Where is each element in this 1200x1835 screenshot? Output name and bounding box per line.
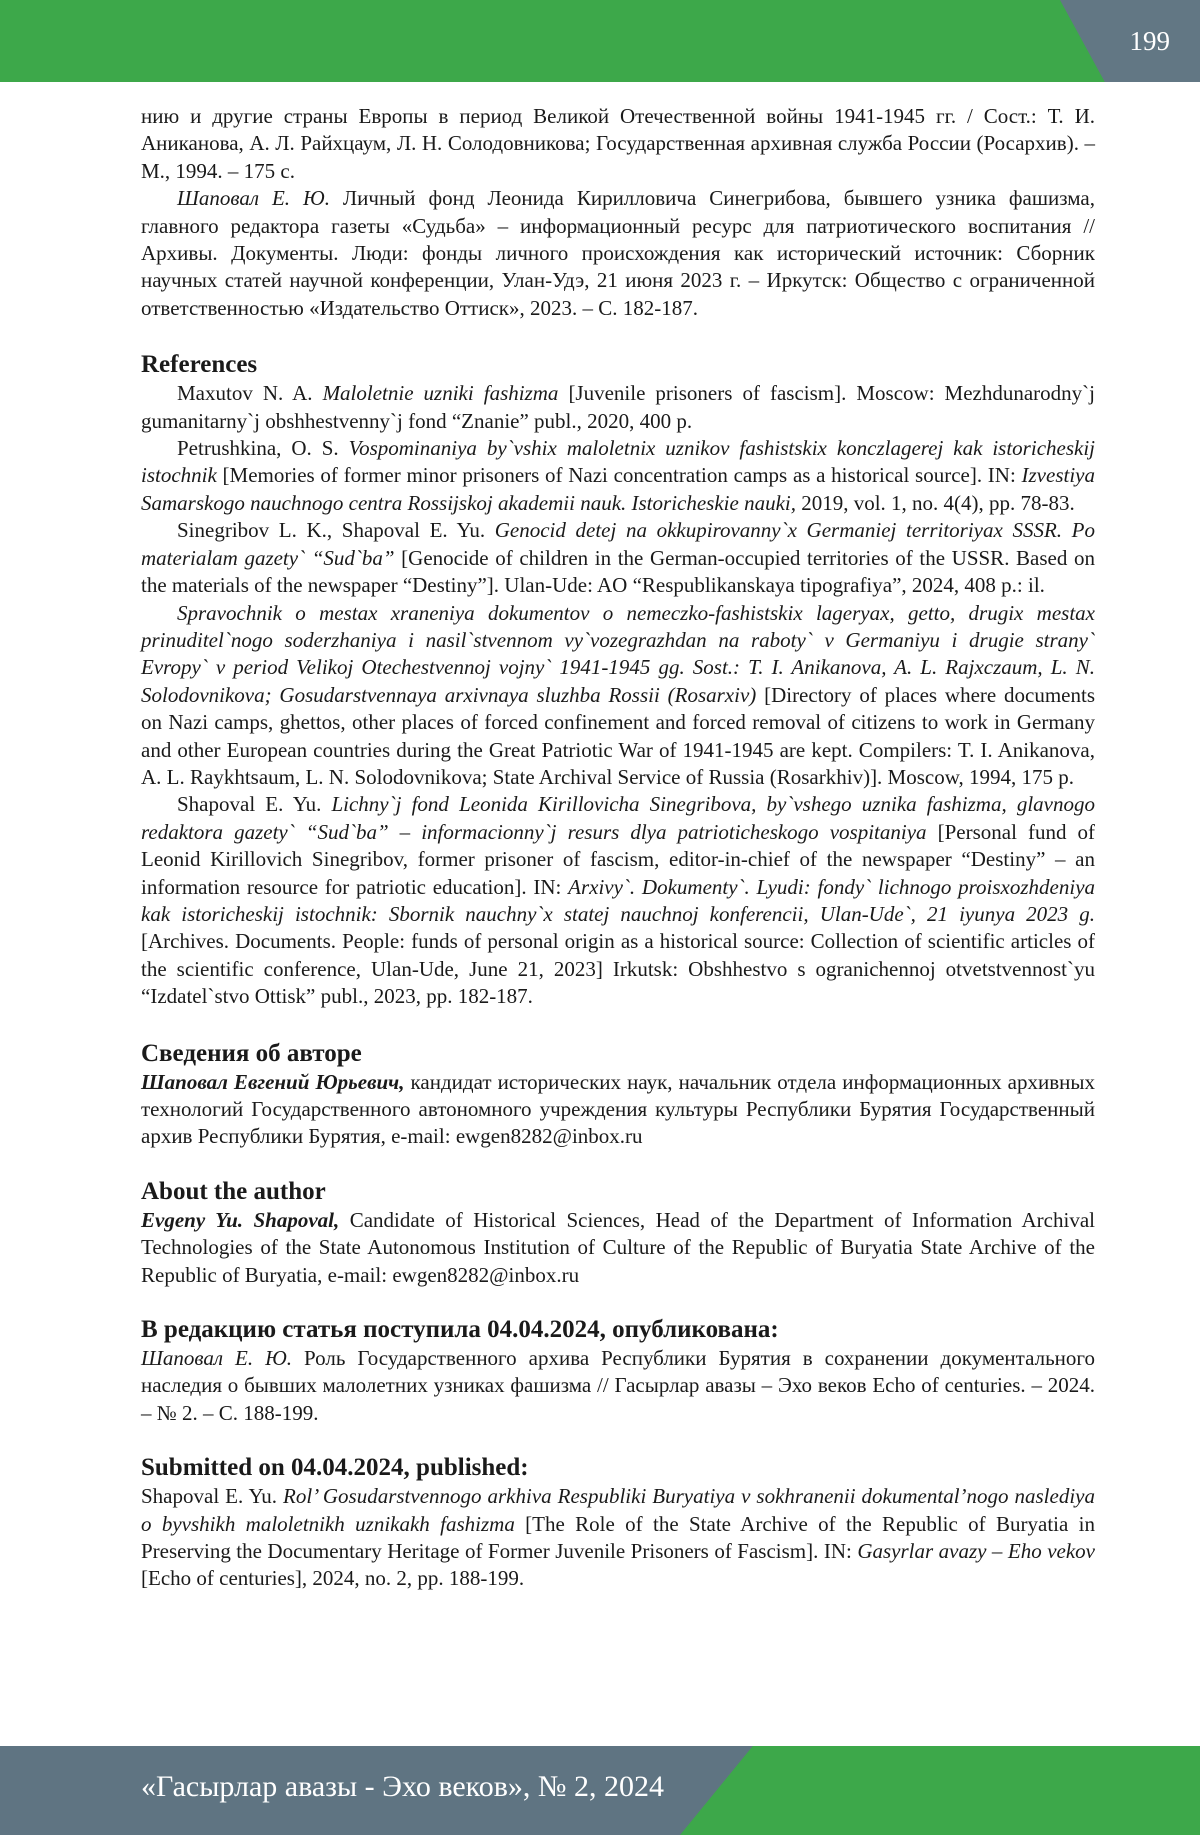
text-run: Arxivy`. Dokumenty`. Lyudi: fondy` lichnogo proisxozhdeniya kak istoricheskij istochnik: Sbornik nauchny`x statej nauchnoj konferencii, Ulan-Ude`, 21 iyunya 2023 g.	[141, 874, 1096, 926]
text-run: Шаповал Е. Ю.	[177, 186, 330, 211]
submitted-ru-heading: В редакцию статья поступила 04.04.2024, опубликована:	[141, 1316, 779, 1344]
text-run: [Directory of places where documents on Nazi camps, ghettos, other places of forced confinement and forced removal of citizens to work in Germany and other European countries during the Great Patriotic War of 1941-1945 are kept. Compilers: T. I. Anikanova, A. L. Raykhtsaum, L. N. Solodovnikova; State Archival Service of Russia (Rosarkhiv)]. Moscow, 1994, 175 p.	[141, 682, 1095, 789]
submitted-en-heading: Submitted on 04.04.2024, published:	[141, 1454, 529, 1482]
text-run: Candidate of Historical Sciences, Head of the Department of Information Archival Technologies of the State Autonomous Institution of Culture of the Republic of Buryatia State Archive of the Republic of Buryatia, e-mail: ewgen8282@inbox.ru	[141, 1207, 1095, 1287]
text-run: Rol’ Gosudarstvennogo arkhiva Respubliki Buryatiya v sokhranenii dokumental’nogo naslediya o byvshikh maloletnikh uznikakh fashizma	[141, 1484, 1095, 1536]
text-run: [Archives. Documents. People: funds of personal origin as a historical source: Collection of scientific articles of the scientific conference, Ulan-Ude, June 21, 2023] Irkutsk: Obshhestvo s ogranichennoj otvetstvennost`yu “Izdatel`stvo Ottisk” publ., 2023, pp. 182-187.	[141, 929, 1095, 1009]
author-en-text	[141, 1207, 1095, 1289]
author-ru-text	[141, 1069, 1095, 1151]
text-run: Роль Государственного архива Республики Бурятия в сохранении документального наследия о бывших малолетних узниках фашизма // Гасырлар авазы – Эхо веков Echo of centuries. – 2024. – № 2. – С. 188-199.	[141, 1346, 1095, 1425]
text-run: [Memories of former minor prisoners of Nazi concentration camps as a historical source]. IN:	[216, 463, 1022, 488]
author-ru-heading: Сведения об авторе	[141, 1039, 362, 1067]
reference-item	[141, 435, 1095, 517]
text-run: Шаповал Евгений Юрьевич,	[141, 1069, 405, 1094]
footer-accent	[680, 1746, 1200, 1835]
reference-item	[141, 517, 1095, 599]
text-run: Шаповал Е. Ю.	[141, 1346, 293, 1371]
text-run: Sinegribov L. K., Shapoval E. Yu.	[177, 518, 495, 543]
text-run: Izvestiya Samarskogo nauchnogo centra Rossijskoj akademii nauk. Istoricheskie nauki,	[141, 463, 1095, 515]
ru-reference-item	[141, 103, 1095, 185]
page-number: 199	[1129, 26, 1170, 56]
text-run: Shapoval E. Yu.	[141, 1484, 284, 1509]
text-run: Spravochnik o mestax xraneniya dokumentov o nemeczko-fashistskix lageryax, getto, drugix mestax prinuditel`nogo soderzhaniya i nasil`stvennom vy`vozegrazhdan na raboty` v Germaniyu i drugie strany` Evropy` v period Velikoj Otechestvennoj vojny` 1941-1945 gg. Sost.: T. I. Anikanova, A. L. Rajxczaum, L. N. Solodovnikova; Gosudarstvennaya arxivnaya sluzhba Rossii (Rosarxiv)	[141, 600, 1095, 707]
text-run: Gasyrlar avazy – Eho vekov	[857, 1539, 1095, 1564]
page-content	[141, 103, 1095, 1593]
text-run: Petrushkina, O. S.	[177, 436, 349, 461]
references-heading: References	[141, 351, 258, 379]
spacer	[141, 1427, 1095, 1452]
text-run: Lichny`j fond Leonida Kirillovicha Sinegribova, by`vshego uznika fashizma, glavnogo redaktora gazety` “Sud`ba” – informacionny`j resurs dlya patrioticheskogo vospitaniya	[141, 792, 1096, 844]
text-run: [Personal fund of Leonid Kirillovich Sinegribov, former prisoner of fascism, editor-in-chief of the newspaper “Destiny” – an information resource for patriotic education]. IN:	[141, 819, 1095, 899]
submitted-en-text	[141, 1483, 1095, 1593]
text-run: 2019, vol. 1, no. 4(4), pp. 78-83.	[795, 490, 1075, 515]
spacer	[141, 1289, 1095, 1314]
submitted-ru-text	[141, 1345, 1095, 1427]
text-run: Vospominaniya by`vshix maloletnix uznikov fashistskix konczlagerej kak istoricheskij istochnik	[141, 436, 1095, 488]
text-run: [The Role of the State Archive of the Republic of Buryatia in Preserving the Documentary Heritage of Former Juvenile Prisoners of Fascism]. IN:	[141, 1511, 1095, 1564]
author-en-heading: About the author	[141, 1177, 326, 1205]
text-run: Shapoval E. Yu.	[177, 792, 332, 817]
header-bar	[0, 0, 1200, 82]
text-run: Genocid detej na okkupirovanny`x Germaniej territoriyax SSSR. Po materialam gazety` “Sud`ba”	[141, 518, 1095, 570]
text-run: Maloletnie uzniki fashizma	[322, 381, 559, 406]
text-run: [Echo of centuries], 2024, no. 2, pp. 188-199.	[141, 1566, 525, 1591]
text-run: кандидат исторических наук, начальник отдела информационных архивных технологий Государственного автономного учреждения культуры Республики Бурятия Государственный архив Республики Бурятия, e-mail: ewgen8282@inbox.ru	[141, 1069, 1095, 1149]
reference-item	[141, 791, 1095, 1010]
reference-item	[141, 380, 1095, 435]
spacer	[141, 1011, 1095, 1038]
journal-title: «Гасырлар авазы - Эхо веков», № 2, 2024	[141, 1770, 664, 1803]
reference-item	[141, 600, 1095, 792]
spacer	[141, 1151, 1095, 1176]
text-run: [Juvenile prisoners of fascism]. Moscow: Mezhdunarodny`j gumanitarny`j obshhestvenny`j fond “Znanie” publ., 2020, 400 p.	[141, 381, 1096, 433]
text-run: Evgeny Yu. Shapoval,	[141, 1207, 340, 1232]
text-run: нию и другие страны Европы в период Великой Отечественной войны 1941-1945 гг. / Сост.: Т. И. Аниканова, А. Л. Райхцаум, Л. Н. Солодовникова; Государственная архивная служба России (Росархив). – М., 1994. – 175 с.	[141, 104, 1095, 183]
text-run: Личный фонд Леонида Кирилловича Синегрибова, бывшего узника фашизма, главного редактора газеты «Судьба» – информационный ресурс для патриотического воспитания // Архивы. Документы. Люди: фонды личного происхождения как исторический источник: Сборник научных статей научной конференции, Улан-Удэ, 21 июня 2023 г. – Иркутск: Общество с ограниченной ответственностью «Издательство Оттиск», 2023. – С. 182-187.	[141, 186, 1095, 320]
text-run: Maxutov N. A.	[177, 381, 323, 406]
ru-reference-item	[141, 185, 1095, 322]
text-run: [Genocide of children in the German-occupied territories of the USSR. Based on the materials of the newspaper “Destiny”]. Ulan-Ude: AO “Respublikanskaya tipografiya”, 2024, 408 p.: il.	[141, 545, 1095, 598]
spacer	[141, 322, 1095, 349]
